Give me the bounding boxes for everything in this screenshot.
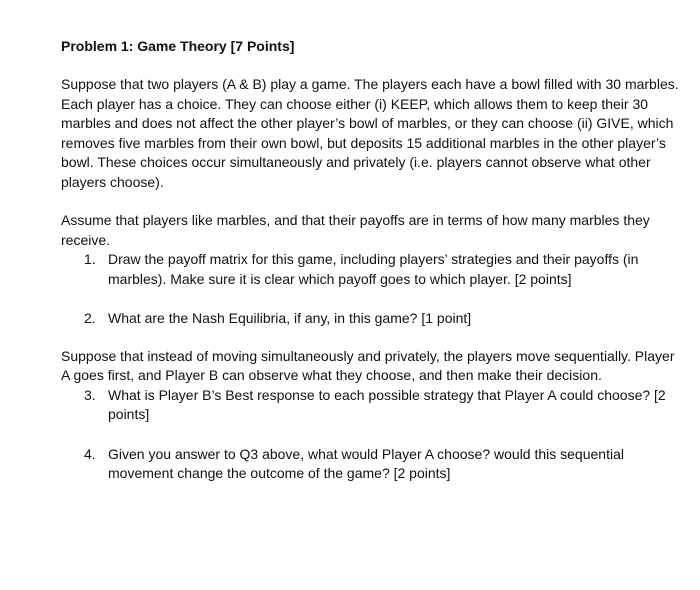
question-text: What is Player B’s Best response to each possible strategy that Player A could choose? [2 points] (108, 386, 666, 422)
question-item (61, 445, 681, 484)
question-text: What are the Nash Equilibria, if any, in this game? [1 point] (108, 310, 472, 326)
problem-document (61, 36, 681, 484)
question-number: 1. (84, 251, 96, 267)
question-text: Draw the payoff matrix for this game, including players’ strategies and their payoffs (in marbles). Make sure it is clear which payoff goes to which player. [2 points] (108, 251, 639, 287)
question-item (61, 250, 681, 289)
question-item (61, 386, 681, 425)
question-item (61, 309, 681, 329)
game-description-paragraph: Suppose that two players (A & B) play a game. The players each have a bowl filled with 30 marbles. Each player has a choice. They can choose either (i) KEEP, which allows them to keep their 30 marbles and does not affect the other player’s bowl of marbles, or they can choose (ii) GIVE, which removes five marbles from their own bowl, but deposits 15 additional marbles in the other player’s bowl. These choices occur simultaneously and privately (i.e. players cannot observe what other players choose). (61, 76, 679, 190)
question-number: 4. (84, 445, 96, 462)
problem-title: Problem 1: Game Theory [7 Points] (61, 38, 295, 54)
question-text: Given you answer to Q3 above, what would Player A choose? would this sequential movement change the outcome of the game? [2 points] (108, 445, 624, 481)
question-list-sequential (61, 386, 681, 484)
question-number: 2. (84, 310, 96, 326)
sequential-game-paragraph: Suppose that instead of moving simultaneously and privately, the players move sequentially. Player A goes first, and Player B can observe what they choose, and then make their decision. (61, 347, 675, 383)
question-list-simultaneous (61, 250, 681, 329)
payoff-assumption-paragraph: Assume that players like marbles, and that their payoffs are in terms of how many marbles they receive. (61, 212, 650, 248)
question-number: 3. (84, 386, 96, 403)
